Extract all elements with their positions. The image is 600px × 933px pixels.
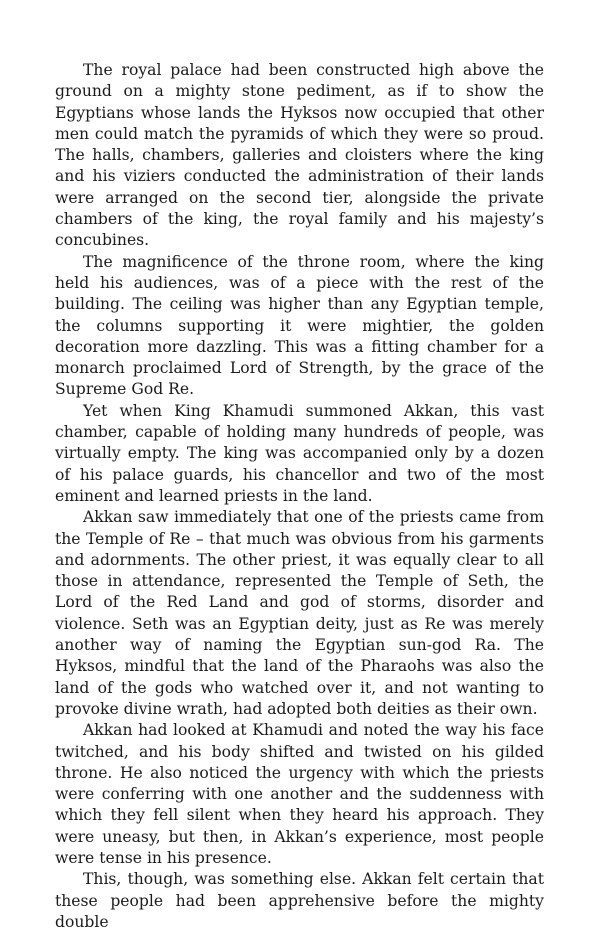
- body-text: [55, 60, 544, 933]
- paragraph-priests: Akkan saw immediately that one of the priests came from the Temple of Re – that much was obvious from his garments and adornments. The other priest, it was equally clear to all those in attendance, represented the Temple of Seth, the Lord of the Red Land and god of storms, disorder and violence. Seth was an Egyptian deity, just as Re was merely another way of naming the Egyptian sun-god Ra. The Hyksos, mindful that the land of the Pharaohs was also the land of the gods who watched over it, and not wanting to provoke divine wrath, had adopted both deities as their own.: [55, 508, 544, 718]
- paragraph-apprehension: This, though, was something else. Akkan felt certain that these people had been apprehensive before the mighty double: [55, 870, 544, 931]
- paragraph-summons: Yet when King Khamudi summoned Akkan, this vast chamber, capable of holding many hundreds of people, was virtually empty. The king was accompanied only by a dozen of his palace guards, his chancellor and two of the most eminent and learned priests in the land.: [55, 401, 544, 505]
- paragraph-palace: The royal palace had been constructed high above the ground on a mighty stone pediment, as if to show the Egyptians whose lands the Hyksos now occupied that other men could match the pyramids of which they were so proud. The halls, chambers, galleries and cloisters where the king and his viziers conducted the administration of their lands were arranged on the second tier, alongside the private chambers of the king, the royal family and his majesty’s concubines.: [55, 61, 544, 250]
- paragraph-khamudi: Akkan had looked at Khamudi and noted the way his face twitched, and his body shifted and twisted on his gilded throne. He also noticed the urgency with which the priests were conferring with one another and the suddenness with which they fell silent when they heard his approach. They were uneasy, but then, in Akkan’s experience, most people were tense in his presence.: [55, 721, 544, 867]
- paragraph-throne-room: The magnificence of the throne room, where the king held his audiences, was of a piece with the rest of the building. The ceiling was higher than any Egyptian temple, the columns supporting it were mightier, the golden decoration more dazzling. This was a fitting chamber for a monarch proclaimed Lord of Strength, by the grace of the Supreme God Re.: [55, 252, 544, 399]
